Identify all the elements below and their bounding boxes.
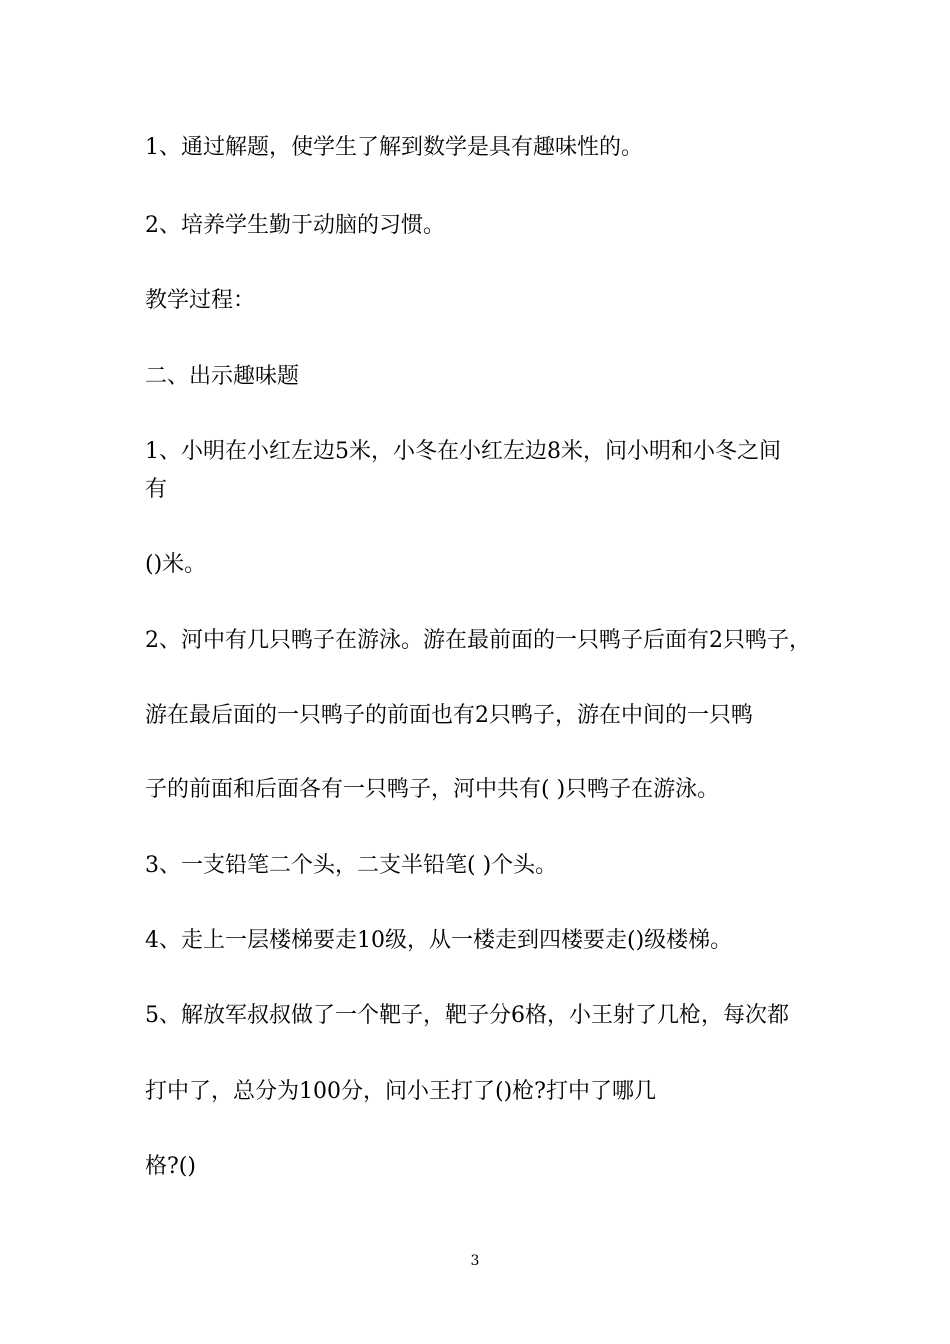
objective-line-2: 2、培养学生勤于动脑的习惯。 [145, 213, 445, 238]
problem-5-line-3: 格?() [145, 1154, 196, 1179]
problem-1-line-3: ()米。 [145, 552, 207, 577]
problem-2-line-3: 子的前面和后面各有一只鸭子，河中共有( )只鸭子在游泳。 [145, 777, 720, 802]
problem-1-line-1: 1、小明在小红左边5米，小冬在小红左边8米，问小明和小冬之间 [145, 439, 781, 464]
problem-3-line-1: 3、一支铅笔二个头，二支半铅笔( )个头。 [145, 853, 558, 878]
section-heading-teaching-process: 教学过程： [145, 288, 256, 313]
problem-2-line-2: 游在最后面的一只鸭子的前面也有2只鸭子，游在中间的一只鸭 [145, 703, 753, 728]
objective-line-1: 1、通过解题，使学生了解到数学是具有趣味性的。 [145, 135, 643, 160]
problem-4-line-1: 4、走上一层楼梯要走10级，从一楼走到四楼要走()级楼梯。 [145, 928, 733, 953]
section-heading-fun-problems: 二、出示趣味题 [145, 364, 300, 389]
problem-5-line-1: 5、解放军叔叔做了一个靶子，靶子分6格，小王射了几枪，每次都 [145, 1003, 789, 1028]
page-number: 3 [470, 1253, 480, 1269]
problem-5-line-2: 打中了，总分为100分，问小王打了()枪?打中了哪几 [145, 1079, 656, 1104]
problem-1-line-2: 有 [145, 477, 168, 502]
problem-2-line-1: 2、河中有几只鸭子在游泳。游在最前面的一只鸭子后面有2只鸭子， [145, 628, 811, 653]
